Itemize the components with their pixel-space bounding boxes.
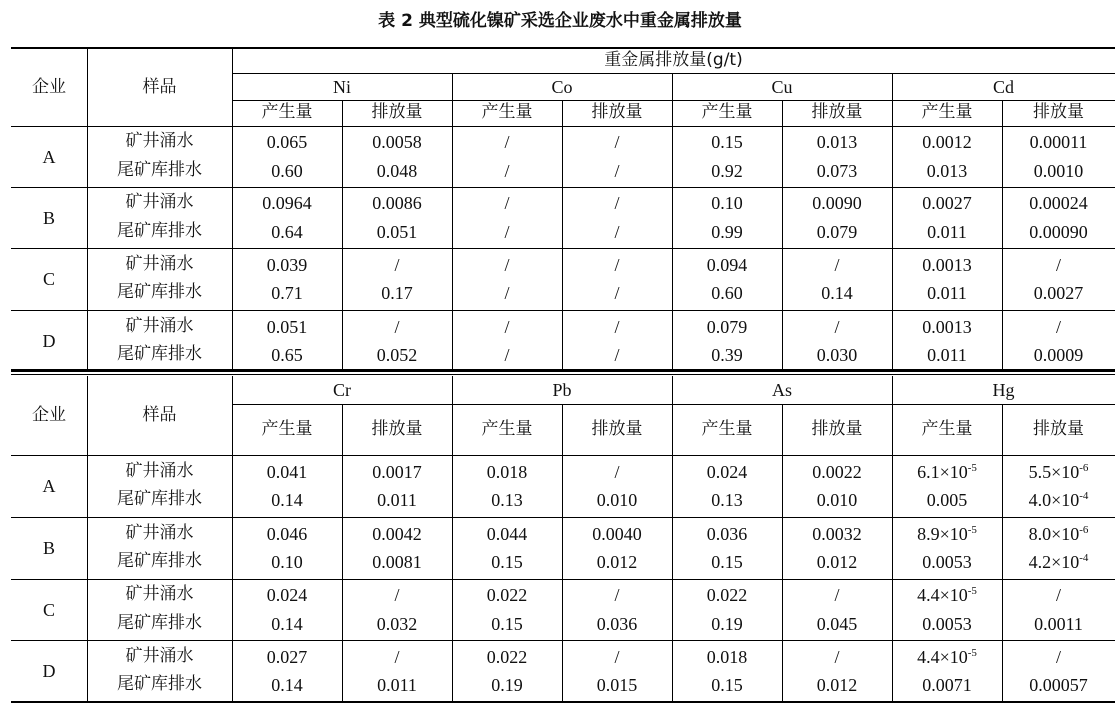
value-cell: $5.5\times 10^{-6}$ bbox=[1028, 461, 1089, 482]
value-cell: 0.00024 bbox=[1029, 193, 1088, 214]
row-divider bbox=[11, 579, 1115, 580]
value-cell: / bbox=[394, 646, 400, 667]
header-bottom-rule bbox=[11, 455, 1115, 456]
value-cell: 0.024 bbox=[706, 461, 748, 482]
value-cell: / bbox=[1055, 585, 1061, 606]
value-cell: 0.018 bbox=[486, 461, 528, 482]
company-cell: A bbox=[42, 146, 56, 167]
value-cell: 0.14 bbox=[821, 283, 853, 304]
value-cell: 0.036 bbox=[596, 613, 638, 634]
value-cell: $4.4\times 10^{-5}$ bbox=[917, 646, 977, 667]
produced-header: 产生量 bbox=[481, 418, 533, 439]
discharged-header: 排放量 bbox=[811, 418, 863, 439]
value-cell: 0.0032 bbox=[812, 523, 862, 544]
value-cell: 0.00057 bbox=[1029, 675, 1088, 696]
sample-name-cell: 尾矿库排水 bbox=[117, 674, 202, 695]
value-cell: 0.010 bbox=[816, 490, 858, 511]
company-header: 企业 bbox=[32, 404, 66, 425]
value-cell: $8.0\times 10^{-6}$ bbox=[1028, 523, 1089, 544]
value-cell: 0.15 bbox=[711, 552, 743, 573]
bottom-rule bbox=[11, 701, 1115, 703]
metal-header: Co bbox=[551, 76, 573, 97]
sample-name-cell: 尾矿库排水 bbox=[117, 282, 202, 303]
value-cell: / bbox=[614, 221, 620, 242]
value-cell: 0.044 bbox=[486, 523, 528, 544]
value-cell: 0.15 bbox=[491, 613, 523, 634]
value-cell: / bbox=[504, 345, 510, 366]
sample-name-cell: 尾矿库排水 bbox=[117, 159, 202, 180]
sample-name-cell: 尾矿库排水 bbox=[117, 220, 202, 241]
value-cell: 0.65 bbox=[271, 345, 303, 366]
value-cell: 0.010 bbox=[596, 490, 638, 511]
company-cell: B bbox=[42, 538, 55, 558]
company-cell: A bbox=[42, 476, 56, 496]
value-cell: $4.4\times 10^{-5}$ bbox=[917, 585, 977, 606]
value-cell: / bbox=[504, 316, 510, 337]
value-cell: / bbox=[504, 193, 510, 214]
value-cell: 0.032 bbox=[376, 613, 418, 634]
produced-header: 产生量 bbox=[701, 102, 753, 122]
value-cell: 0.039 bbox=[266, 254, 308, 275]
sample-name-cell: 矿井涌水 bbox=[125, 131, 194, 152]
value-cell: 0.024 bbox=[266, 585, 308, 606]
value-cell: 0.011 bbox=[377, 675, 417, 696]
value-cell: 0.00011 bbox=[1029, 132, 1088, 153]
value-cell: 0.0081 bbox=[372, 552, 422, 573]
sample-name-cell: 矿井涌水 bbox=[125, 315, 194, 336]
value-cell: / bbox=[614, 254, 620, 275]
value-cell: 0.022 bbox=[486, 646, 528, 667]
company-cell: C bbox=[42, 269, 55, 289]
value-cell: 0.0040 bbox=[592, 523, 642, 544]
header-divider bbox=[232, 73, 1115, 74]
produced-header: 产生量 bbox=[921, 418, 973, 439]
value-cell: / bbox=[614, 193, 620, 214]
metal-header: Cd bbox=[992, 76, 1014, 97]
company-cell: D bbox=[42, 661, 56, 681]
metal-header: Pb bbox=[552, 380, 572, 400]
value-cell: 0.036 bbox=[706, 523, 748, 544]
table-caption: 表 2 典型硫化镍矿采选企业废水中重金属排放量 bbox=[378, 11, 742, 31]
sample-name-cell: 矿井涌水 bbox=[125, 192, 194, 213]
value-cell: / bbox=[504, 283, 510, 304]
value-cell: 0.0053 bbox=[922, 552, 972, 573]
value-cell: 0.0012 bbox=[922, 132, 972, 153]
value-cell: 0.0058 bbox=[372, 132, 422, 153]
value-cell: / bbox=[504, 160, 510, 181]
value-cell: 0.10 bbox=[711, 193, 743, 214]
value-cell: 0.011 bbox=[927, 283, 967, 304]
value-cell: 0.022 bbox=[706, 585, 748, 606]
sample-name-cell: 尾矿库排水 bbox=[117, 344, 202, 365]
discharged-header: 排放量 bbox=[371, 102, 423, 122]
value-cell: / bbox=[1055, 254, 1061, 275]
value-cell: 0.15 bbox=[711, 132, 743, 153]
value-cell: 0.0011 bbox=[1034, 613, 1083, 634]
value-cell: 0.041 bbox=[266, 461, 308, 482]
value-cell: $6.1\times 10^{-5}$ bbox=[917, 461, 977, 482]
sample-name-cell: 矿井涌水 bbox=[125, 522, 194, 543]
value-cell: 0.15 bbox=[711, 675, 743, 696]
row-divider bbox=[11, 310, 1115, 311]
value-cell: 0.011 bbox=[927, 345, 967, 366]
value-cell: / bbox=[1055, 646, 1061, 667]
value-cell: 0.39 bbox=[711, 345, 743, 366]
header-bottom-rule bbox=[11, 126, 1115, 127]
value-cell: / bbox=[614, 461, 620, 482]
value-cell: 0.0013 bbox=[922, 254, 972, 275]
value-cell: 0.011 bbox=[377, 490, 417, 511]
value-cell: / bbox=[504, 132, 510, 153]
top-rule bbox=[11, 47, 1115, 49]
value-cell: 0.051 bbox=[376, 221, 418, 242]
value-cell: 0.64 bbox=[271, 221, 303, 242]
produced-header: 产生量 bbox=[481, 102, 533, 122]
value-cell: 0.046 bbox=[266, 523, 308, 544]
row-divider bbox=[11, 517, 1115, 518]
discharged-header: 排放量 bbox=[1033, 102, 1084, 122]
produced-header: 产生量 bbox=[921, 102, 973, 122]
metal-header: Hg bbox=[992, 380, 1015, 400]
value-cell: 0.0964 bbox=[262, 193, 312, 214]
value-cell: $4.2\times 10^{-4}$ bbox=[1028, 552, 1089, 573]
sample-name-cell: 矿井涌水 bbox=[125, 253, 194, 274]
row-divider bbox=[11, 248, 1115, 249]
discharged-header: 排放量 bbox=[371, 418, 423, 439]
value-cell: 0.0086 bbox=[372, 193, 422, 214]
value-cell: 0.030 bbox=[816, 345, 858, 366]
value-cell: 0.012 bbox=[596, 552, 638, 573]
value-cell: / bbox=[614, 345, 620, 366]
value-cell: 0.052 bbox=[376, 345, 418, 366]
produced-header: 产生量 bbox=[701, 418, 753, 439]
value-cell: 0.051 bbox=[266, 316, 308, 337]
value-cell: 0.011 bbox=[927, 221, 967, 242]
value-cell: 0.10 bbox=[271, 552, 303, 573]
value-cell: 0.013 bbox=[926, 160, 968, 181]
value-cell: / bbox=[614, 316, 620, 337]
group-header: 重金属排放量(g/t) bbox=[604, 50, 743, 70]
value-cell: / bbox=[834, 316, 840, 337]
company-cell: B bbox=[42, 207, 55, 228]
section-divider-rule-thin bbox=[11, 374, 1115, 375]
value-cell: 0.073 bbox=[816, 160, 858, 181]
value-cell: 0.0013 bbox=[922, 316, 972, 337]
value-cell: 0.14 bbox=[271, 490, 303, 511]
value-cell: 0.14 bbox=[271, 675, 303, 696]
value-cell: 0.012 bbox=[816, 675, 858, 696]
value-cell: / bbox=[834, 585, 840, 606]
value-cell: / bbox=[394, 585, 400, 606]
row-divider bbox=[11, 187, 1115, 188]
value-cell: 0.0027 bbox=[1033, 283, 1084, 304]
value-cell: 0.0009 bbox=[1033, 345, 1084, 366]
value-cell: 0.00090 bbox=[1029, 221, 1088, 242]
company-header: 企业 bbox=[32, 76, 66, 97]
header-divider bbox=[232, 100, 1115, 101]
value-cell: / bbox=[834, 646, 840, 667]
row-divider bbox=[11, 640, 1115, 641]
produced-header: 产生量 bbox=[261, 418, 313, 439]
metal-header: Ni bbox=[333, 76, 351, 97]
section-divider-rule bbox=[11, 369, 1115, 372]
value-cell: / bbox=[614, 585, 620, 606]
value-cell: 0.079 bbox=[706, 316, 748, 337]
value-cell: / bbox=[394, 254, 400, 275]
value-cell: 0.60 bbox=[711, 283, 743, 304]
value-cell: 0.99 bbox=[711, 221, 743, 242]
value-cell: 0.0017 bbox=[372, 461, 422, 482]
value-cell: 0.60 bbox=[271, 160, 303, 181]
value-cell: 0.13 bbox=[711, 490, 743, 511]
sample-header: 样品 bbox=[142, 76, 177, 97]
value-cell: 0.92 bbox=[711, 160, 743, 181]
value-cell: / bbox=[504, 254, 510, 275]
value-cell: / bbox=[614, 646, 620, 667]
value-cell: 0.027 bbox=[266, 646, 308, 667]
value-cell: 0.015 bbox=[596, 675, 638, 696]
value-cell: 0.0042 bbox=[372, 523, 422, 544]
value-cell: 0.018 bbox=[706, 646, 748, 667]
value-cell: 0.13 bbox=[491, 490, 523, 511]
sample-name-cell: 矿井涌水 bbox=[125, 584, 194, 605]
value-cell: 0.048 bbox=[376, 160, 418, 181]
sample-name-cell: 尾矿库排水 bbox=[117, 612, 202, 633]
sample-header: 样品 bbox=[142, 404, 177, 425]
sample-name-cell: 矿井涌水 bbox=[125, 645, 194, 666]
value-cell: 0.005 bbox=[926, 490, 968, 511]
value-cell: 0.0090 bbox=[812, 193, 862, 214]
sample-name-cell: 矿井涌水 bbox=[125, 460, 194, 481]
company-cell: D bbox=[42, 331, 56, 351]
metal-header: Cr bbox=[333, 380, 351, 400]
value-cell: / bbox=[394, 316, 400, 337]
value-cell: 0.013 bbox=[816, 132, 858, 153]
value-cell: 0.71 bbox=[271, 283, 303, 304]
sample-name-cell: 尾矿库排水 bbox=[117, 489, 202, 510]
value-cell: 0.094 bbox=[706, 254, 748, 275]
value-cell: 0.0071 bbox=[922, 675, 972, 696]
value-cell: / bbox=[1055, 316, 1061, 337]
value-cell: / bbox=[614, 132, 620, 153]
value-cell: 0.0027 bbox=[922, 193, 972, 214]
value-cell: 0.045 bbox=[816, 613, 858, 634]
value-cell: / bbox=[614, 160, 620, 181]
value-cell: 0.022 bbox=[486, 585, 528, 606]
value-cell: 0.0022 bbox=[812, 461, 862, 482]
value-cell: 0.065 bbox=[266, 132, 308, 153]
metal-header: Cu bbox=[771, 76, 793, 97]
value-cell: 0.012 bbox=[816, 552, 858, 573]
value-cell: $8.9\times 10^{-5}$ bbox=[917, 523, 977, 544]
produced-header: 产生量 bbox=[261, 102, 313, 122]
metal-header: As bbox=[771, 380, 792, 400]
company-cell: C bbox=[42, 599, 55, 620]
sample-name-cell: 尾矿库排水 bbox=[117, 551, 202, 572]
header-divider bbox=[232, 404, 1115, 405]
value-cell: 0.19 bbox=[711, 613, 743, 634]
value-cell: 0.15 bbox=[491, 552, 523, 573]
value-cell: 0.079 bbox=[816, 221, 858, 242]
discharged-header: 排放量 bbox=[591, 102, 643, 122]
value-cell: 0.0010 bbox=[1033, 160, 1084, 181]
value-cell: 0.19 bbox=[491, 675, 523, 696]
discharged-header: 排放量 bbox=[591, 418, 643, 439]
value-cell: 0.0053 bbox=[922, 613, 972, 634]
value-cell: / bbox=[504, 221, 510, 242]
value-cell: / bbox=[614, 283, 620, 304]
value-cell: 0.14 bbox=[271, 613, 303, 634]
value-cell: $4.0\times 10^{-4}$ bbox=[1028, 490, 1089, 511]
discharged-header: 排放量 bbox=[1033, 418, 1084, 439]
value-cell: / bbox=[834, 254, 840, 275]
discharged-header: 排放量 bbox=[811, 102, 863, 122]
value-cell: 0.17 bbox=[381, 283, 413, 304]
